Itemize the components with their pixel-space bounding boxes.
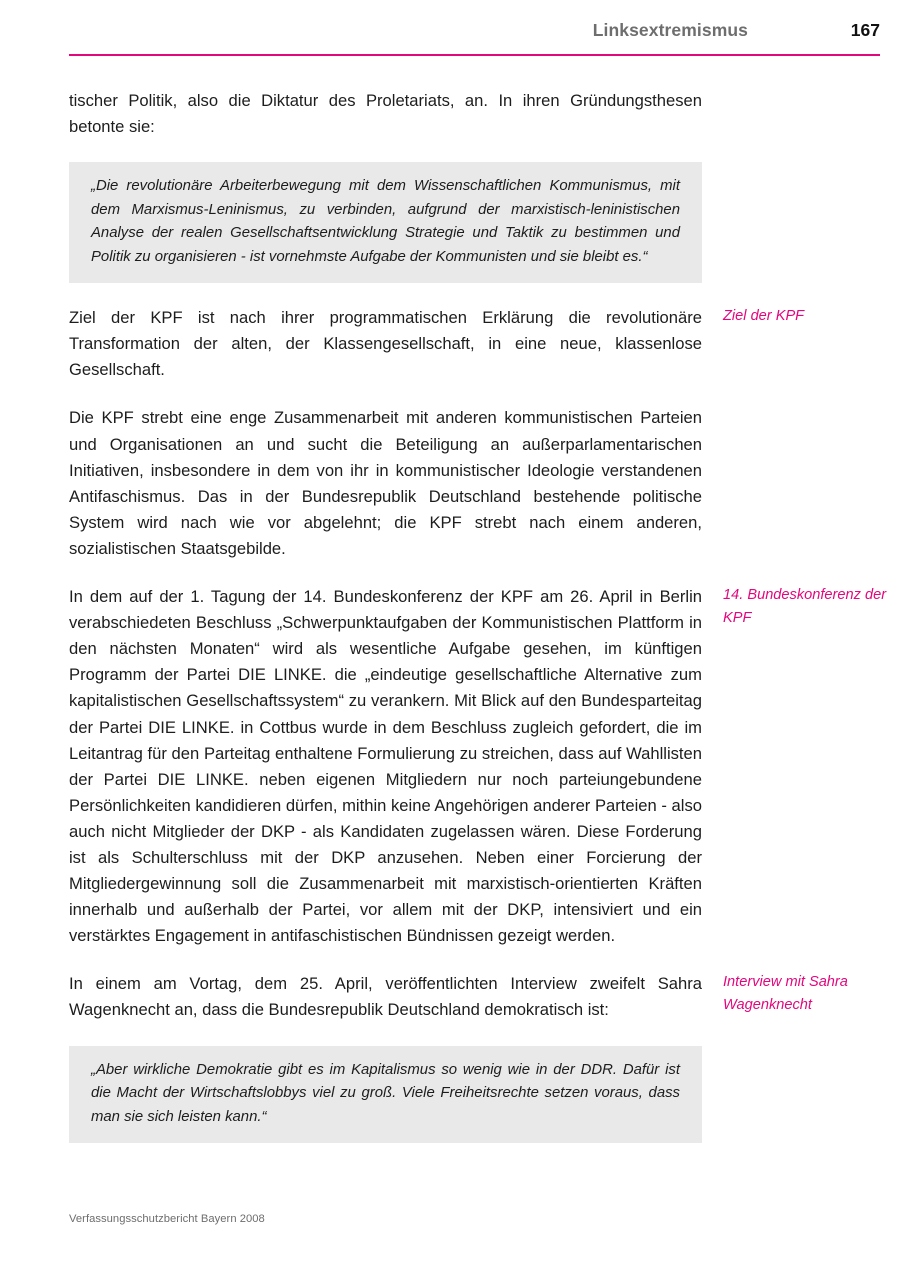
page-title: Linksextremismus (592, 20, 748, 40)
paragraph-intro: tischer Politik, also die Diktatur des Proletariats, an. In ihren Gründungsthesen betonte sie: (69, 91, 702, 137)
blockquote-gruendungsthesen (69, 162, 702, 283)
paragraph-interview: In einem am Vortag, dem 25. April, veröffentlichten Interview zweifelt Sahra Wagenknecht an, dass die Bundesrepublik Deutschland demokratisch ist: (69, 974, 702, 1020)
page-footer: Verfassungsschutzbericht Bayern 2008 (69, 1213, 265, 1225)
margin-note-ziel-der-kpf: Ziel der KPF (723, 308, 805, 325)
blockquote-wagenknecht (69, 1046, 702, 1144)
text-block-ziel-der-kpf (69, 305, 880, 383)
paragraph-zusammenarbeit: Die KPF strebt eine enge Zusammenarbeit mit anderen kommunistischen Parteien und Organisationen an und sucht die Beteiligung an außerparlamentarischen Initiativen, insbesondere in dem von ihr in kommunistischer Ideologie verstandenen Antifaschismus. Das in der Bundesrepublik Deutschland bestehende politische System wird nach wie vor abgelehnt; die KPF strebt nach einem anderen, sozialistischen Staatsgebilde. (69, 408, 702, 558)
text-block-interview (69, 971, 880, 1023)
page-number: 167 (850, 20, 880, 40)
margin-note-bundeskonferenz: 14. Bundeskonferenz der KPF (723, 587, 887, 627)
page-header (69, 22, 880, 56)
blockquote-text: „Die revolutionäre Arbeiterbewegung mit dem Wissenschaftlichen Kommunismus, mit dem Marxismus-Leninismus, zu verbinden, aufgrund der marxistisch-leninistischen Analyse der realen Gesellschaftsentwicklung Strategie und Taktik zu bestimmen und Politik zu organisieren - ist vornehmste Aufgabe der Kommunisten und sie bleibt es.“ (91, 178, 680, 265)
blockquote-text: „Aber wirkliche Demokratie gibt es im Kapitalismus so wenig wie in der DDR. Dafür ist die Macht der Wirtschaftslobbys viel zu groß. Viele Freiheitsrechte setzen voraus, dass man sie sich leisten kann.“ (91, 1061, 680, 1125)
text-block-bundeskonferenz (69, 584, 887, 949)
margin-note-interview: Interview mit Sahra Wagenknecht (723, 974, 848, 1014)
paragraph-bundeskonferenz: In dem auf der 1. Tagung der 14. Bundeskonferenz der KPF am 26. April in Berlin verabschiedeten Beschluss „Schwerpunktaufgaben der Kommunistischen Plattform in den nächsten Monaten“ wird als wesentliche Aufgabe gesehen, im künftigen Programm der Partei DIE LINKE. die „eindeutige gesellschaftliche Alternative zum kapitalistischen Gesellschaftssystem“ zu verankern. Mit Blick auf den Bundesparteitag der Partei DIE LINKE. in Cottbus wurde in dem Beschluss zugleich gefordert, die im Leitantrag für den Parteitag enthaltene Formulierung zu streichen, dass auf Wahllisten der Partei DIE LINKE. neben eigenen Mitgliedern nur noch parteiungebundene Persönlichkeiten kandidieren dürfen, mithin keine Angehörigen anderer Parteien - also auch nicht Mitglieder der DKP - als Kandidaten zugelassen wären. Diese Forderung ist als Schulterschluss mit der DKP anzusehen. Neben einer Forcierung der Mitgliedergewinnung soll die Zusammenarbeit mit marxistisch-orientierten Kräften innerhalb und außerhalb der Partei, vor allem mit der DKP, intensiviert und ein verstärktes Engagement in antifaschistischen Bündnissen gezeigt werden. (69, 587, 702, 946)
paragraph-ziel-der-kpf: Ziel der KPF ist nach ihrer programmatischen Erklärung die revolutionäre Transformation der alten, der Klassengesellschaft, in eine neue, klassenlose Gesellschaft. (69, 308, 702, 380)
text-block-intro (69, 88, 880, 140)
page-content (69, 88, 887, 1165)
text-block-zusammenarbeit (69, 405, 880, 562)
